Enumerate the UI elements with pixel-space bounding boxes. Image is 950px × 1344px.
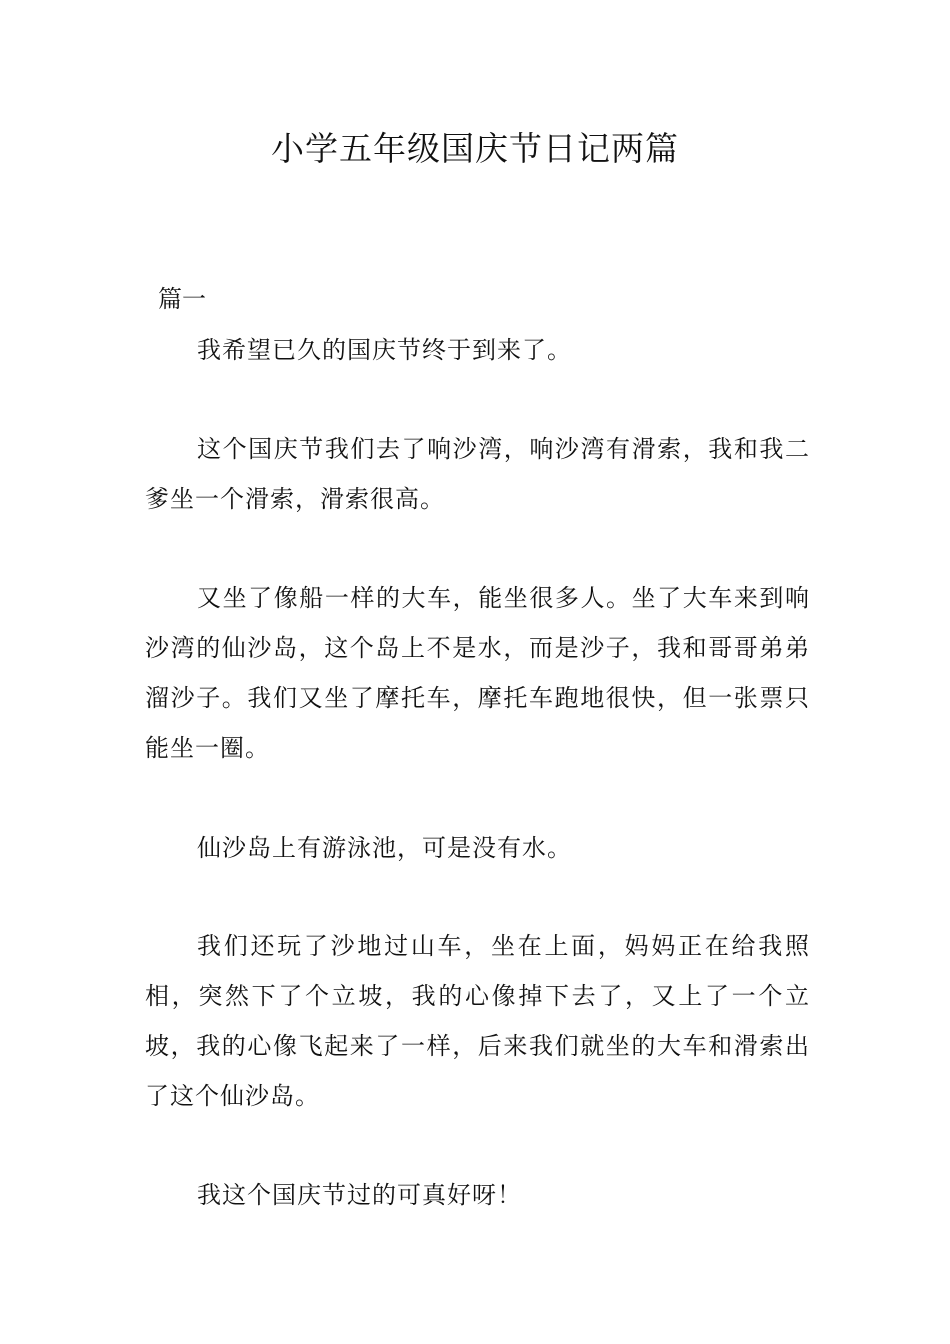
document-title: 小学五年级国庆节日记两篇 <box>271 129 679 168</box>
paragraph-6: 我这个国庆节过的可真好呀！ <box>197 1181 522 1209</box>
section-label: 篇一 <box>158 285 206 313</box>
paragraph-2: 这个国庆节我们去了响沙湾，响沙湾有滑索，我和我二爹坐一个滑索，滑索很高。 <box>145 435 810 513</box>
paragraph-4: 仙沙岛上有游泳池，可是没有水。 <box>197 834 572 862</box>
paragraph-5: 我们还玩了沙地过山车，坐在上面，妈妈正在给我照相，突然下了个立坡，我的心像掉下去了，又上了一个立坡，我的心像飞起来了一样，后来我们就坐的大车和滑索出了这个仙沙岛。 <box>145 932 810 1110</box>
paragraph-3: 又坐了像船一样的大车，能坐很多人。坐了大车来到响沙湾的仙沙岛，这个岛上不是水，而是沙子，我和哥哥弟弟溜沙子。我们又坐了摩托车，摩托车跑地很快，但一张票只能坐一圈。 <box>145 584 810 762</box>
paragraph-1: 我希望已久的国庆节终于到来了。 <box>197 336 572 364</box>
